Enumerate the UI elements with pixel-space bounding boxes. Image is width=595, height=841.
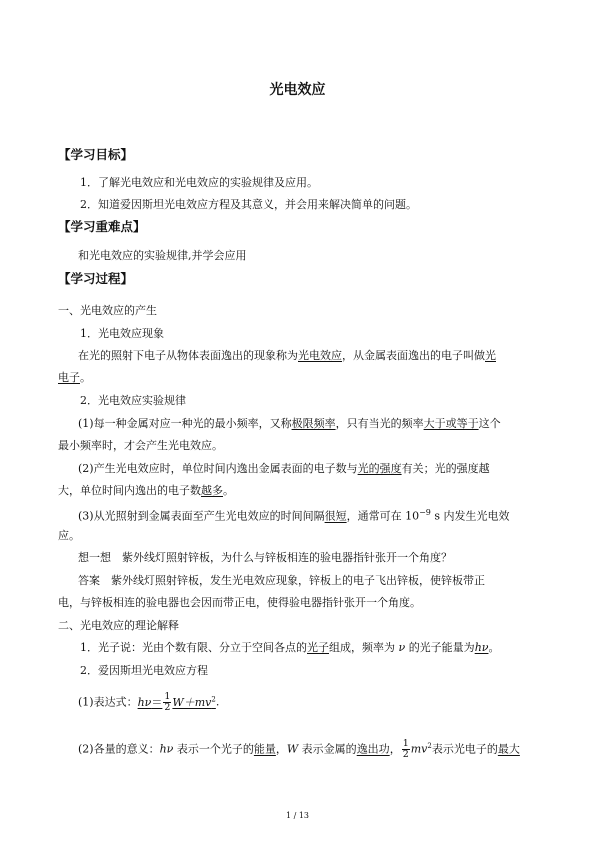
formula-part: mv	[410, 742, 428, 756]
text-span: (3)从光照射到金属表面至产生光电效应的时间间隔	[78, 509, 325, 523]
answer-blank: 逸出功	[356, 742, 390, 756]
subsection-2-2: 2．爱因斯坦光电效应方程	[80, 664, 208, 677]
text-span: 表示一个光子的	[173, 742, 254, 756]
symbol-nu: ν	[398, 641, 406, 654]
exponent: −9	[419, 508, 431, 517]
fraction-denominator: 2	[402, 749, 409, 761]
text-span: .	[215, 695, 220, 709]
text-span: 组成，频率为	[329, 641, 395, 654]
section-2-heading: 二、光电效应的理论解释	[58, 619, 179, 632]
subsection-1-2: 2．光电效应实验规律	[80, 394, 186, 407]
text-span: 。	[488, 641, 500, 654]
fraction-half	[163, 692, 171, 713]
answer-blank: 光	[485, 349, 496, 362]
formula-part: ＝	[151, 695, 163, 709]
text-span: 这个	[478, 417, 501, 430]
exponent: 2	[211, 695, 216, 703]
formula-part: W	[286, 742, 299, 756]
page-number: 1 / 13	[285, 811, 310, 820]
photon-theory	[80, 641, 499, 655]
section-1-heading: 一、光电效应的产生	[58, 304, 157, 317]
text-span: 。	[223, 484, 234, 497]
heading-learning-process: 【学习过程】	[58, 271, 134, 286]
answer-blank: 电子	[58, 371, 80, 384]
goal-2: 2．知道爱因斯坦光电效应方程及其意义，并会用来解决简单的问题。	[80, 198, 417, 211]
answer-blank: 能量	[253, 742, 276, 756]
text-span: 有关；光的强度越	[401, 462, 490, 475]
answer-blank: 光的强度	[357, 462, 402, 475]
text-span: 大，单位时间内逸出的电子数	[58, 484, 201, 497]
heading-key-points: 【学习重难点】	[58, 219, 146, 234]
einstein-equation	[78, 686, 219, 716]
answer-line-2: 电，与锌板相连的验电器也会因而带正电，使得验电器指针张开一个角度。	[58, 596, 421, 609]
answer-blank: 极限频率	[291, 417, 336, 430]
text-span: 在光的照射下电子从物体表面逸出的现象称为	[78, 349, 298, 362]
answer-blank: 越多	[201, 484, 223, 497]
rule-2	[78, 462, 490, 476]
answer-blank: 最大	[497, 742, 520, 756]
formula-part: hν	[137, 695, 152, 709]
answer-line-1: 答案 紫外线灯照射锌板，发生光电效应现象，锌板上的电子飞出锌板，使锌板带正	[78, 574, 485, 587]
rule-1-continuation: 最小频率时，才会产生光电效应。	[58, 439, 223, 452]
text-span: s 内发生光电效	[430, 509, 510, 523]
answer-blank: 光子	[307, 641, 329, 654]
answer-blank: hν	[474, 641, 489, 654]
text-span: ，	[389, 742, 401, 756]
answer-blank: 大于或等于	[423, 417, 479, 430]
text-span: ，只有当光的频率	[335, 417, 424, 430]
key-points-text: 和光电效应的实验规律,并学会应用	[78, 249, 247, 262]
text-span: ，从金属表面逸出的电子叫做	[342, 349, 485, 362]
text-span: ，	[275, 742, 287, 756]
text-span: ，通常可在 10	[346, 509, 420, 523]
rule-3	[78, 506, 510, 524]
subsection-1-1: 1．光电效应现象	[80, 327, 164, 340]
text-span: (1)每一种金属对应一种光的最小频率，又称	[78, 417, 292, 430]
answer-blank: 很短	[324, 509, 347, 523]
formula-part: hν	[159, 742, 174, 756]
heading-learning-goals: 【学习目标】	[58, 147, 134, 162]
rule-2-continuation	[58, 484, 234, 498]
text-span: (2)产生光电效应时，单位时间内逸出金属表面的电子数与	[78, 462, 358, 475]
exponent: 2	[427, 742, 432, 750]
fraction-numerator: 1	[164, 691, 171, 703]
rule-3-continuation: 应。	[58, 529, 80, 542]
paragraph-photoelectric-definition	[78, 349, 496, 363]
text-span: 的光子能量为	[408, 641, 475, 654]
text-span: 表示光电子的	[431, 742, 498, 756]
fraction-denominator: 2	[164, 702, 171, 714]
text-span: (2)各量的意义：	[78, 742, 160, 756]
text-span: 表示金属的	[298, 742, 357, 756]
equation-blank	[137, 691, 216, 714]
text-span: 1．光子说：光由个数有限、分立于空间各点的	[80, 641, 307, 654]
page-title: 光电效应	[269, 82, 326, 98]
paragraph-continuation	[58, 371, 91, 385]
text-span: (1)表达式：	[78, 695, 138, 709]
fraction-numerator: 1	[402, 738, 409, 750]
goal-1: 1．了解光电效应和光电效应的实验规律及应用。	[80, 176, 318, 189]
equation-meaning	[78, 733, 520, 763]
formula-part: W＋mv	[172, 695, 212, 709]
answer-blank: 光电效应	[298, 349, 342, 362]
rule-1	[78, 417, 501, 431]
think-question: 想一想 紫外线灯照射锌板，为什么与锌板相连的验电器指针张开一个角度？	[78, 551, 452, 564]
text-span: 。	[80, 371, 91, 384]
fraction-half	[402, 739, 410, 760]
